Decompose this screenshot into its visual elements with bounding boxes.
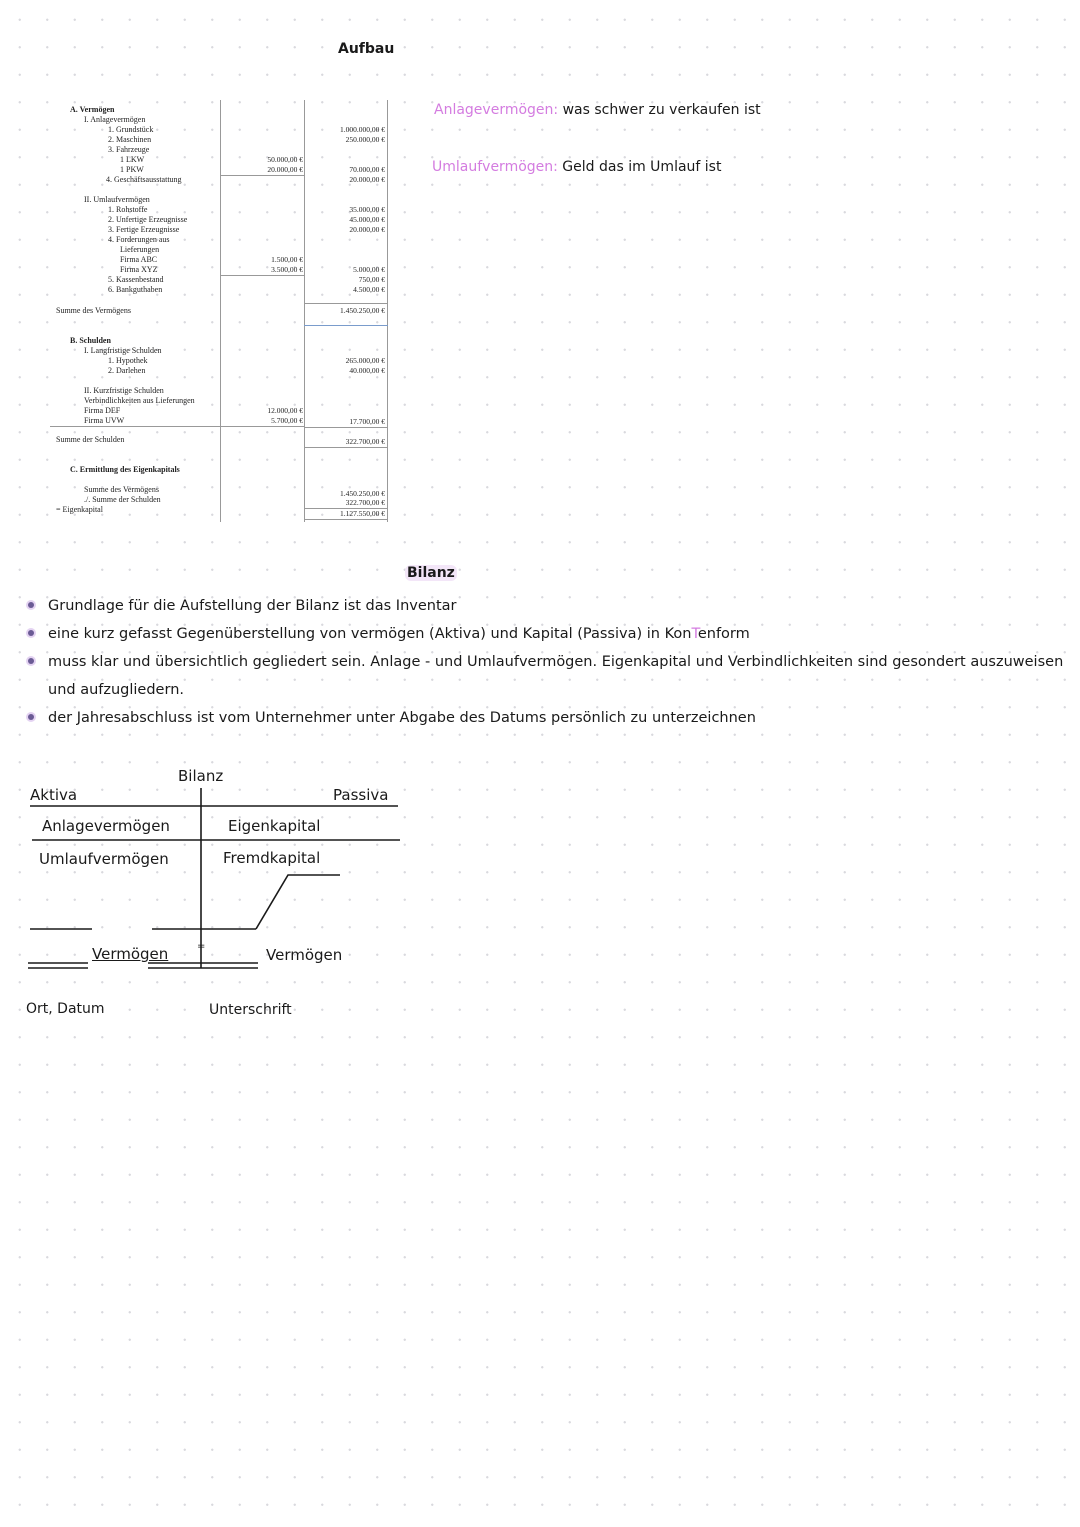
aufbau-title: Aufbau: [338, 41, 395, 57]
fremdkapital-label: Fremdkapital: [223, 849, 321, 867]
inventory-value: 750,00 €: [358, 275, 385, 284]
inventory-item: 2. Darlehen: [108, 366, 146, 375]
inventory-item: 2. Maschinen: [108, 135, 152, 144]
inventory-item: 1 LKW: [120, 155, 145, 164]
vermoegen-total-left: Vermögen: [92, 945, 169, 963]
inventory-item: 4. Forderungen aus: [108, 235, 170, 244]
inventory-item: Verbindlichkeiten aus Lieferungen: [84, 396, 195, 405]
section-b-heading: B. Schulden: [70, 336, 111, 345]
inventory-item: 2. Unfertige Erzeugnisse: [108, 215, 188, 224]
sum-schulden-value: 322.700,00 €: [345, 437, 385, 446]
inventory-item: Firma XYZ: [120, 265, 158, 274]
definition-term: Umlaufvermögen:: [432, 159, 558, 175]
sum-schulden-label: Summe der Schulden: [56, 435, 125, 444]
buchhalternase-line: [256, 875, 340, 929]
inventory-item: 1. Rohstoffe: [108, 205, 148, 214]
inventory-item: Lieferungen: [120, 245, 160, 254]
sum-vermoegen-value: 1.450.250,00 €: [340, 306, 385, 315]
inventory-item: 5. Kassenbestand: [108, 275, 164, 284]
anlagevermoegen-heading: I. Anlagevermögen: [84, 115, 146, 124]
inventory-value: 35.000,00 €: [349, 205, 385, 214]
inventory-item: Summe des Vermögens: [84, 485, 159, 494]
signature-label: Unterschrift: [209, 1002, 292, 1018]
inventory-value: 20.000,00 €: [349, 175, 385, 184]
inventory-item: 3. Fahrzeuge: [108, 145, 150, 154]
inventory-value: 5.700,00 €: [271, 416, 303, 425]
inventory-item: 1. Hypothek: [108, 356, 148, 365]
inventory-value: 322.700,00 €: [345, 498, 385, 507]
inventory-value: 1.450.250,00 €: [340, 489, 385, 498]
inventory-item: Firma ABC: [120, 255, 158, 264]
inventory-value: 265.000,00 €: [345, 356, 385, 365]
bullet-text: der Jahresabschluss ist vom Unternehmer unter Abgabe des Datums persönlich zu unterzeichnen: [48, 710, 756, 726]
inventory-value: 70.000,00 €: [349, 165, 385, 174]
eigenkapital-label: Eigenkapital: [228, 817, 321, 835]
langfristige-heading: I. Langfristige Schulden: [84, 346, 162, 355]
umlaufvermoegen-heading: II. Umlaufvermögen: [84, 195, 150, 204]
inventory-value: 17.700,00 €: [349, 417, 385, 426]
aktiva-label: Aktiva: [30, 786, 78, 804]
inventory-value: 5.000,00 €: [353, 265, 385, 274]
section-a-heading: A. Vermögen: [70, 105, 115, 114]
inventory-value: 20.000,00 €: [267, 165, 303, 174]
inventory-item: 1. Grundstück: [108, 125, 154, 134]
inventory-item: Firma UVW: [84, 416, 125, 425]
inventory-item: 4. Geschäftsausstattung: [106, 175, 182, 184]
inventory-value: 50.000,00 €: [267, 155, 303, 164]
inventory-item: Firma DEF: [84, 406, 121, 415]
eigenkapital-value: 1.127.550,00 €: [340, 509, 385, 518]
inventory-value: 4.500,00 €: [353, 285, 385, 294]
inventory-item: 6. Bankguthaben: [108, 285, 163, 294]
inventory-item: 1 PKW: [120, 165, 144, 174]
bullet-text: Grundlage für die Aufstellung der Bilanz ist das Inventar: [48, 598, 457, 614]
passiva-label: Passiva: [333, 786, 389, 804]
bullet-text: eine kurz gefasst Gegenüberstellung von vermögen (Aktiva) und Kapital (Passiva) in Kon: [48, 626, 692, 642]
definition-term: Anlagevermögen:: [434, 102, 559, 118]
kurzfristige-heading: II. Kurzfristige Schulden: [84, 386, 164, 395]
inventory-item: ./. Summe der Schulden: [84, 495, 161, 504]
vermoegen-total-right: Vermögen: [266, 946, 343, 964]
definition-text: Geld das im Umlauf ist: [557, 159, 722, 175]
inventory-value: 1.500,00 €: [271, 255, 303, 264]
definition-text: was schwer zu verkaufen ist: [558, 102, 761, 118]
inventory-item: 3. Fertige Erzeugnisse: [108, 225, 180, 234]
bilanz-title: Bilanz: [407, 565, 455, 581]
inventory-value: 45.000,00 €: [349, 215, 385, 224]
inventory-value: 250.000,00 €: [345, 135, 385, 144]
bullet-text: muss klar und übersichtlich gegliedert sein. Anlage - und Umlaufvermögen. Eigenkapital und Verbindlichkeiten sind gesondert auszuweisen und aufzugliedern.: [48, 654, 1064, 698]
bullet-accent-letter: T: [691, 626, 698, 642]
inventory-value: 40.000,00 €: [349, 366, 385, 375]
anlagevermoegen-label: Anlagevermögen: [42, 817, 170, 835]
inventory-value: 20.000,00 €: [349, 225, 385, 234]
place-date-label: Ort, Datum: [26, 1001, 105, 1017]
inventory-item: = Eigenkapital: [56, 505, 103, 514]
inventory-value: 1.000.000,00 €: [340, 125, 385, 134]
equals-sign: =: [197, 941, 206, 952]
inventory-value: 3.500,00 €: [271, 265, 303, 274]
section-c-heading: C. Ermittlung des Eigenkapitals: [70, 465, 180, 474]
bullet-text: enform: [697, 626, 750, 642]
sum-vermoegen-label: Summe des Vermögens: [56, 306, 131, 315]
t-account-title: Bilanz: [178, 767, 224, 785]
umlaufvermoegen-label: Umlaufvermögen: [39, 850, 169, 868]
inventory-value: 12.000,00 €: [267, 406, 303, 415]
